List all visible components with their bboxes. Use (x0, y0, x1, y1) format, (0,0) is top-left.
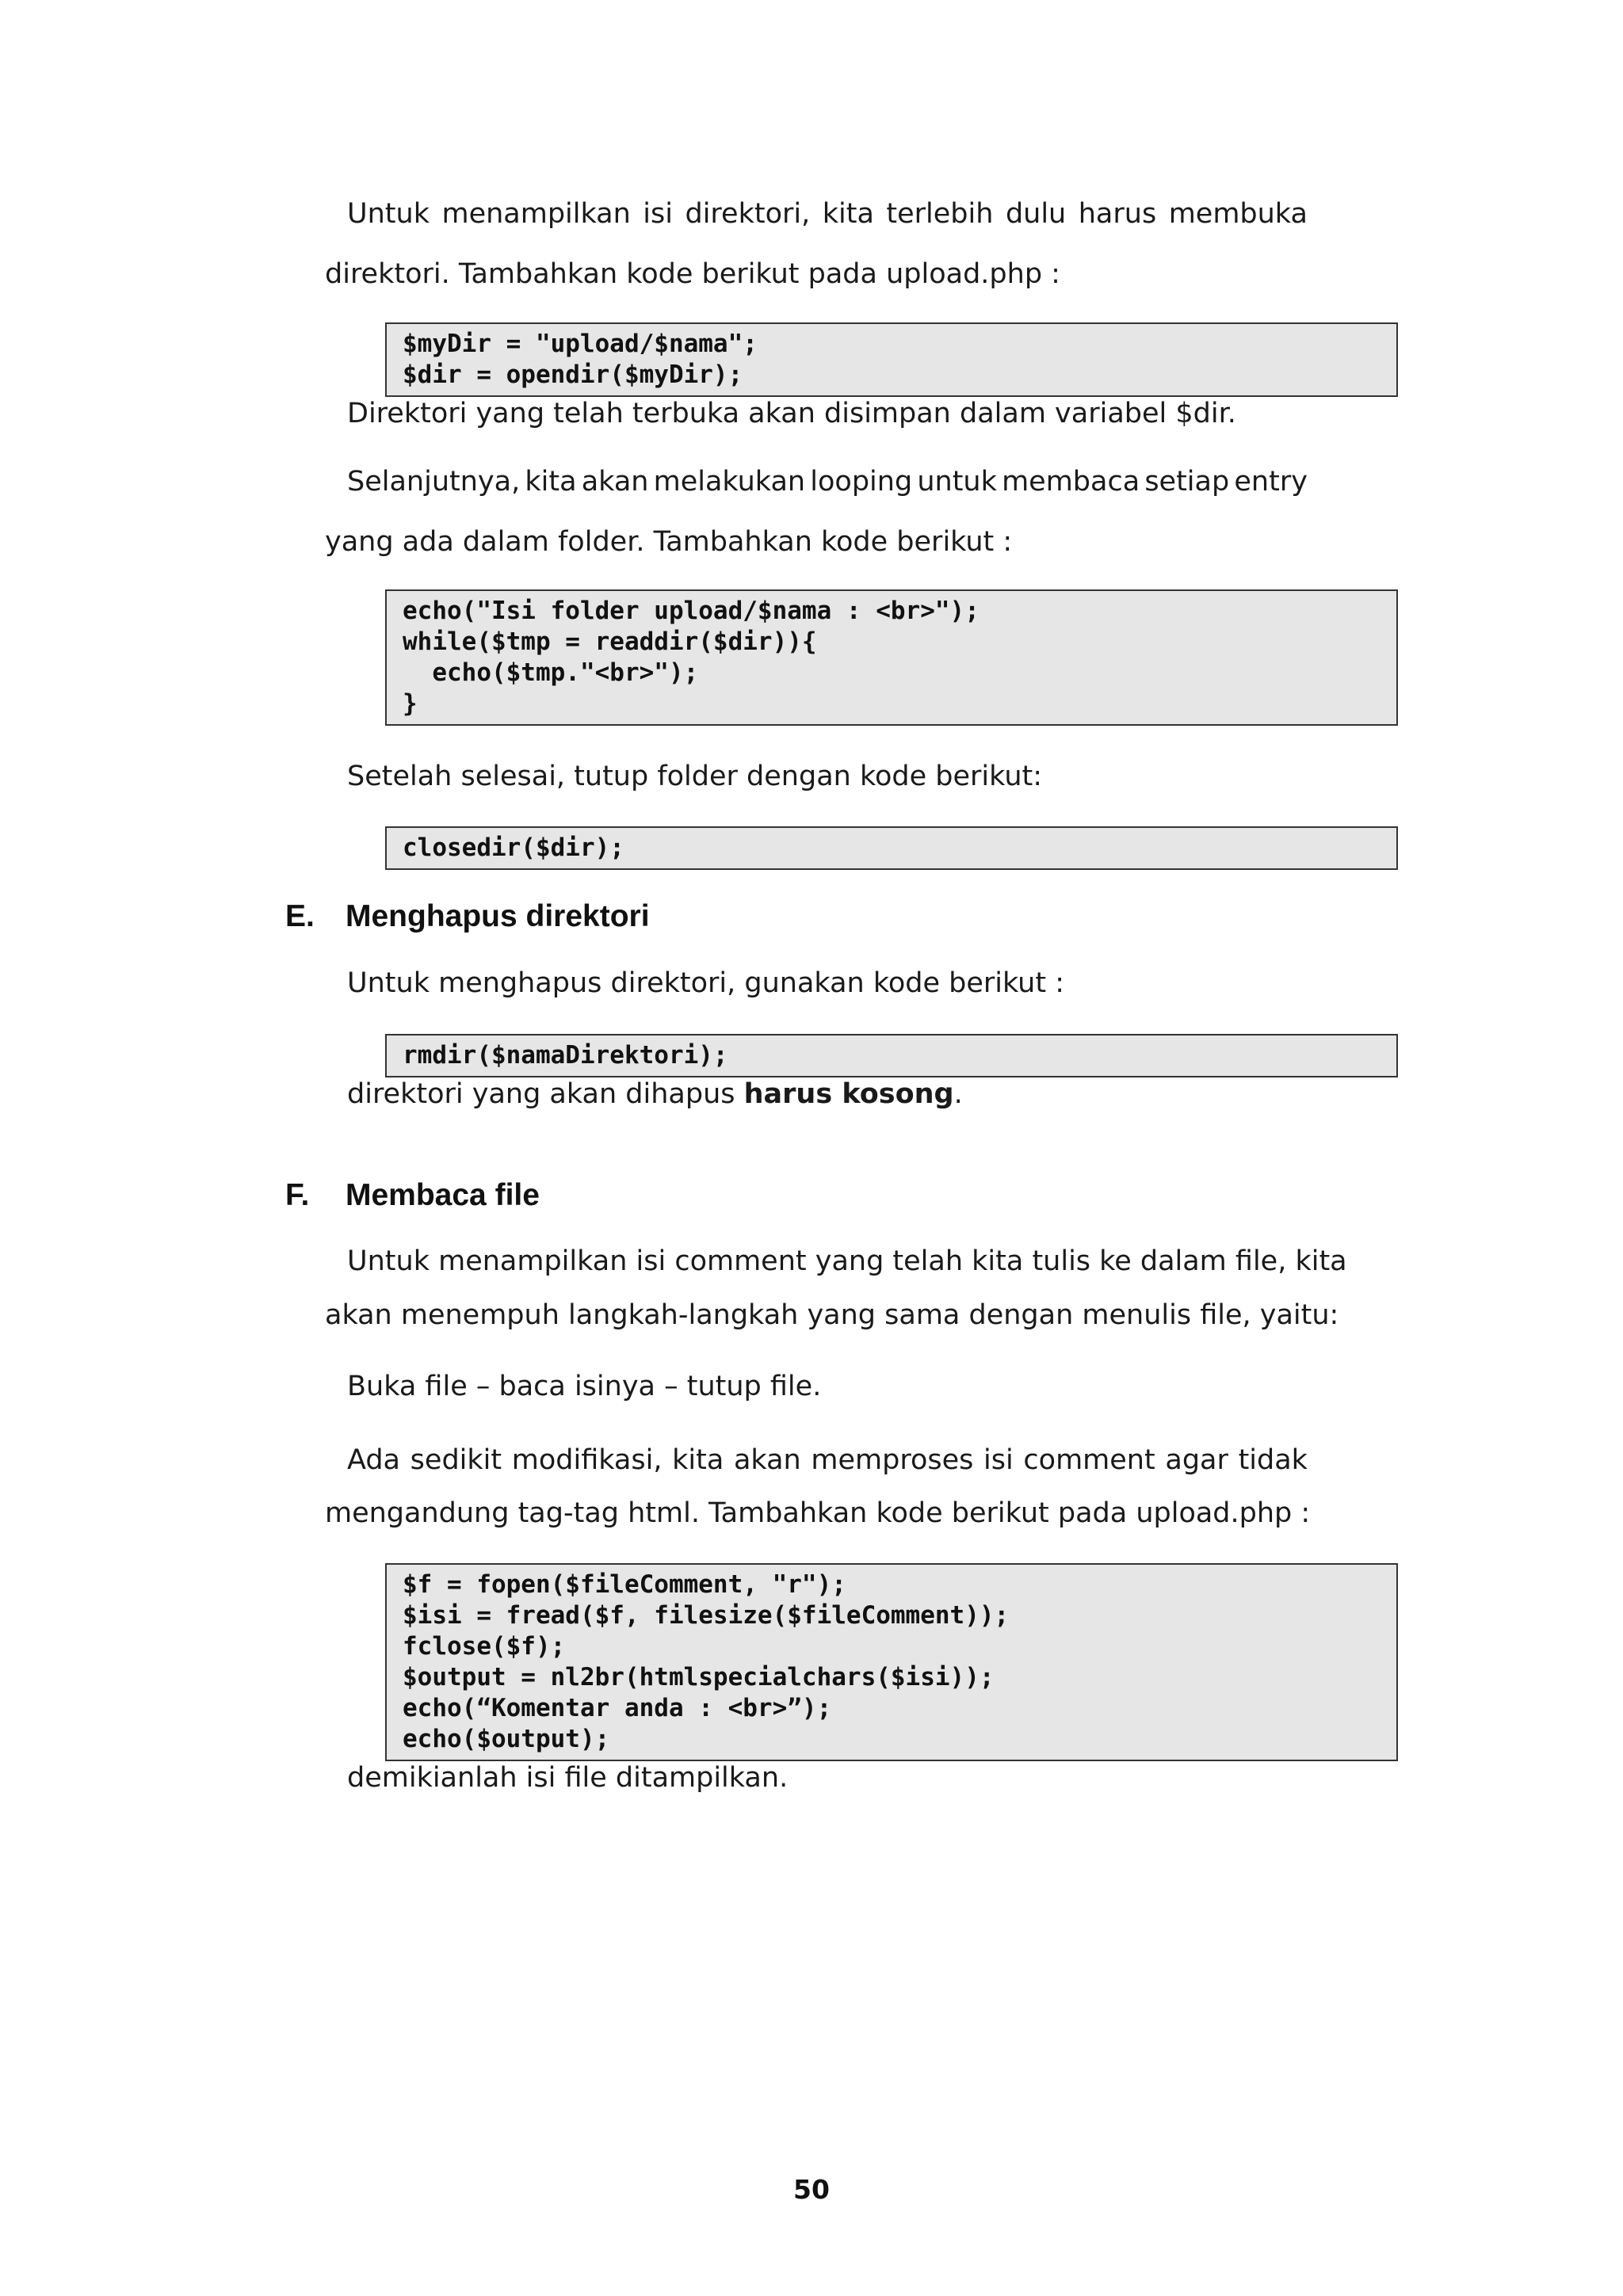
code-line: echo($tmp."<br>"); (403, 658, 699, 687)
word: modifikasi, (511, 1444, 663, 1476)
word: looping (810, 466, 913, 498)
code-line: echo($output); (403, 1725, 610, 1753)
word: menampilkan (441, 198, 631, 230)
word: Selanjutnya, (347, 466, 521, 498)
after-opendir-text: Direktori yang telah terbuka akan disimpan dalam variabel $dir. (347, 398, 1236, 429)
word: kita (822, 198, 874, 230)
word: isi (983, 1444, 1014, 1476)
after-rmdir-bold: harus kosong (743, 1078, 954, 1110)
word: harus (1078, 198, 1157, 230)
word: kita (672, 1444, 724, 1476)
code-line: } (403, 689, 418, 718)
code-line: $output = nl2br(htmlspecialchars($isi)); (403, 1663, 995, 1691)
word: melakukan (653, 466, 806, 498)
intro-paragraph-line2: direktori. Tambahkan kode berikut pada upload.php : (325, 258, 1060, 290)
word: akan (581, 466, 649, 498)
code-block-closedir (385, 826, 1398, 870)
code-line: echo(“Komentar anda : <br>”); (403, 1694, 832, 1722)
word: membuka (1168, 198, 1308, 230)
word: untuk (917, 466, 997, 498)
steps-text: Buka file – baca isinya – tutup file. (347, 1371, 822, 1402)
intro-paragraph-line1 (347, 198, 1308, 230)
word: setiap (1144, 466, 1230, 498)
section-letter-e: E. (285, 899, 315, 933)
word: comment (1023, 1444, 1155, 1476)
page-number: 50 (793, 2174, 830, 2205)
loop-paragraph-line1 (347, 466, 1308, 498)
section-heading-f (285, 1178, 540, 1213)
section-title-f: Membaca file (346, 1178, 540, 1212)
code-line: while($tmp = readdir($dir)){ (403, 627, 817, 656)
word: Untuk (347, 198, 430, 230)
after-rmdir-text (347, 1067, 963, 1121)
code-block-fread (385, 1563, 1398, 1761)
section-letter-f: F. (285, 1178, 310, 1212)
code-line: $f = fopen($fileComment, "r"); (403, 1570, 846, 1599)
word: memproses (811, 1444, 974, 1476)
code-line: $myDir = "upload/$nama"; (403, 330, 758, 358)
code-block-opendir (385, 322, 1398, 397)
modify-paragraph-line1 (347, 1444, 1308, 1476)
word: dulu (1005, 198, 1067, 230)
word: terlebih (886, 198, 994, 230)
read-file-line2: akan menempuh langkah-langkah yang sama dengan menulis file, yaitu: (325, 1299, 1339, 1331)
word: entry (1234, 466, 1308, 498)
word: tidak (1238, 1444, 1308, 1476)
loop-paragraph-line2: yang ada dalam folder. Tambahkan kode berikut : (325, 526, 1013, 558)
code-line: $isi = fread($f, filesize($fileComment)); (403, 1601, 1010, 1630)
code-line: closedir($dir); (403, 833, 624, 862)
closing-text: demikianlah isi file ditampilkan. (347, 1762, 789, 1794)
code-line: rmdir($namaDirektori); (403, 1041, 728, 1070)
code-block-readdir (385, 589, 1398, 726)
word: kita (525, 466, 577, 498)
word: Ada (347, 1444, 400, 1476)
read-file-line1: Untuk menampilkan isi comment yang telah kita tulis ke dalam file, kita (347, 1245, 1347, 1277)
word: agar (1165, 1444, 1228, 1476)
modify-paragraph-line2: mengandung tag-tag html. Tambahkan kode berikut pada upload.php : (325, 1497, 1311, 1529)
word: direktori, (685, 198, 811, 230)
close-folder-text: Setelah selesai, tutup folder dengan kode berikut: (347, 761, 1043, 792)
after-rmdir-prefix: direktori yang akan dihapus (347, 1078, 744, 1110)
section-title-e: Menghapus direktori (346, 899, 650, 933)
word: isi (643, 198, 673, 230)
word: sedikit (410, 1444, 502, 1476)
code-line: echo("Isi folder upload/$nama : <br>"); (403, 597, 980, 625)
word: akan (733, 1444, 801, 1476)
section-heading-e (285, 899, 650, 934)
code-line: $dir = opendir($myDir); (403, 360, 743, 389)
after-rmdir-suffix: . (953, 1078, 963, 1110)
delete-dir-text: Untuk menghapus direktori, gunakan kode berikut : (347, 967, 1065, 999)
code-line: fclose($f); (403, 1632, 566, 1661)
word: membaca (1002, 466, 1140, 498)
